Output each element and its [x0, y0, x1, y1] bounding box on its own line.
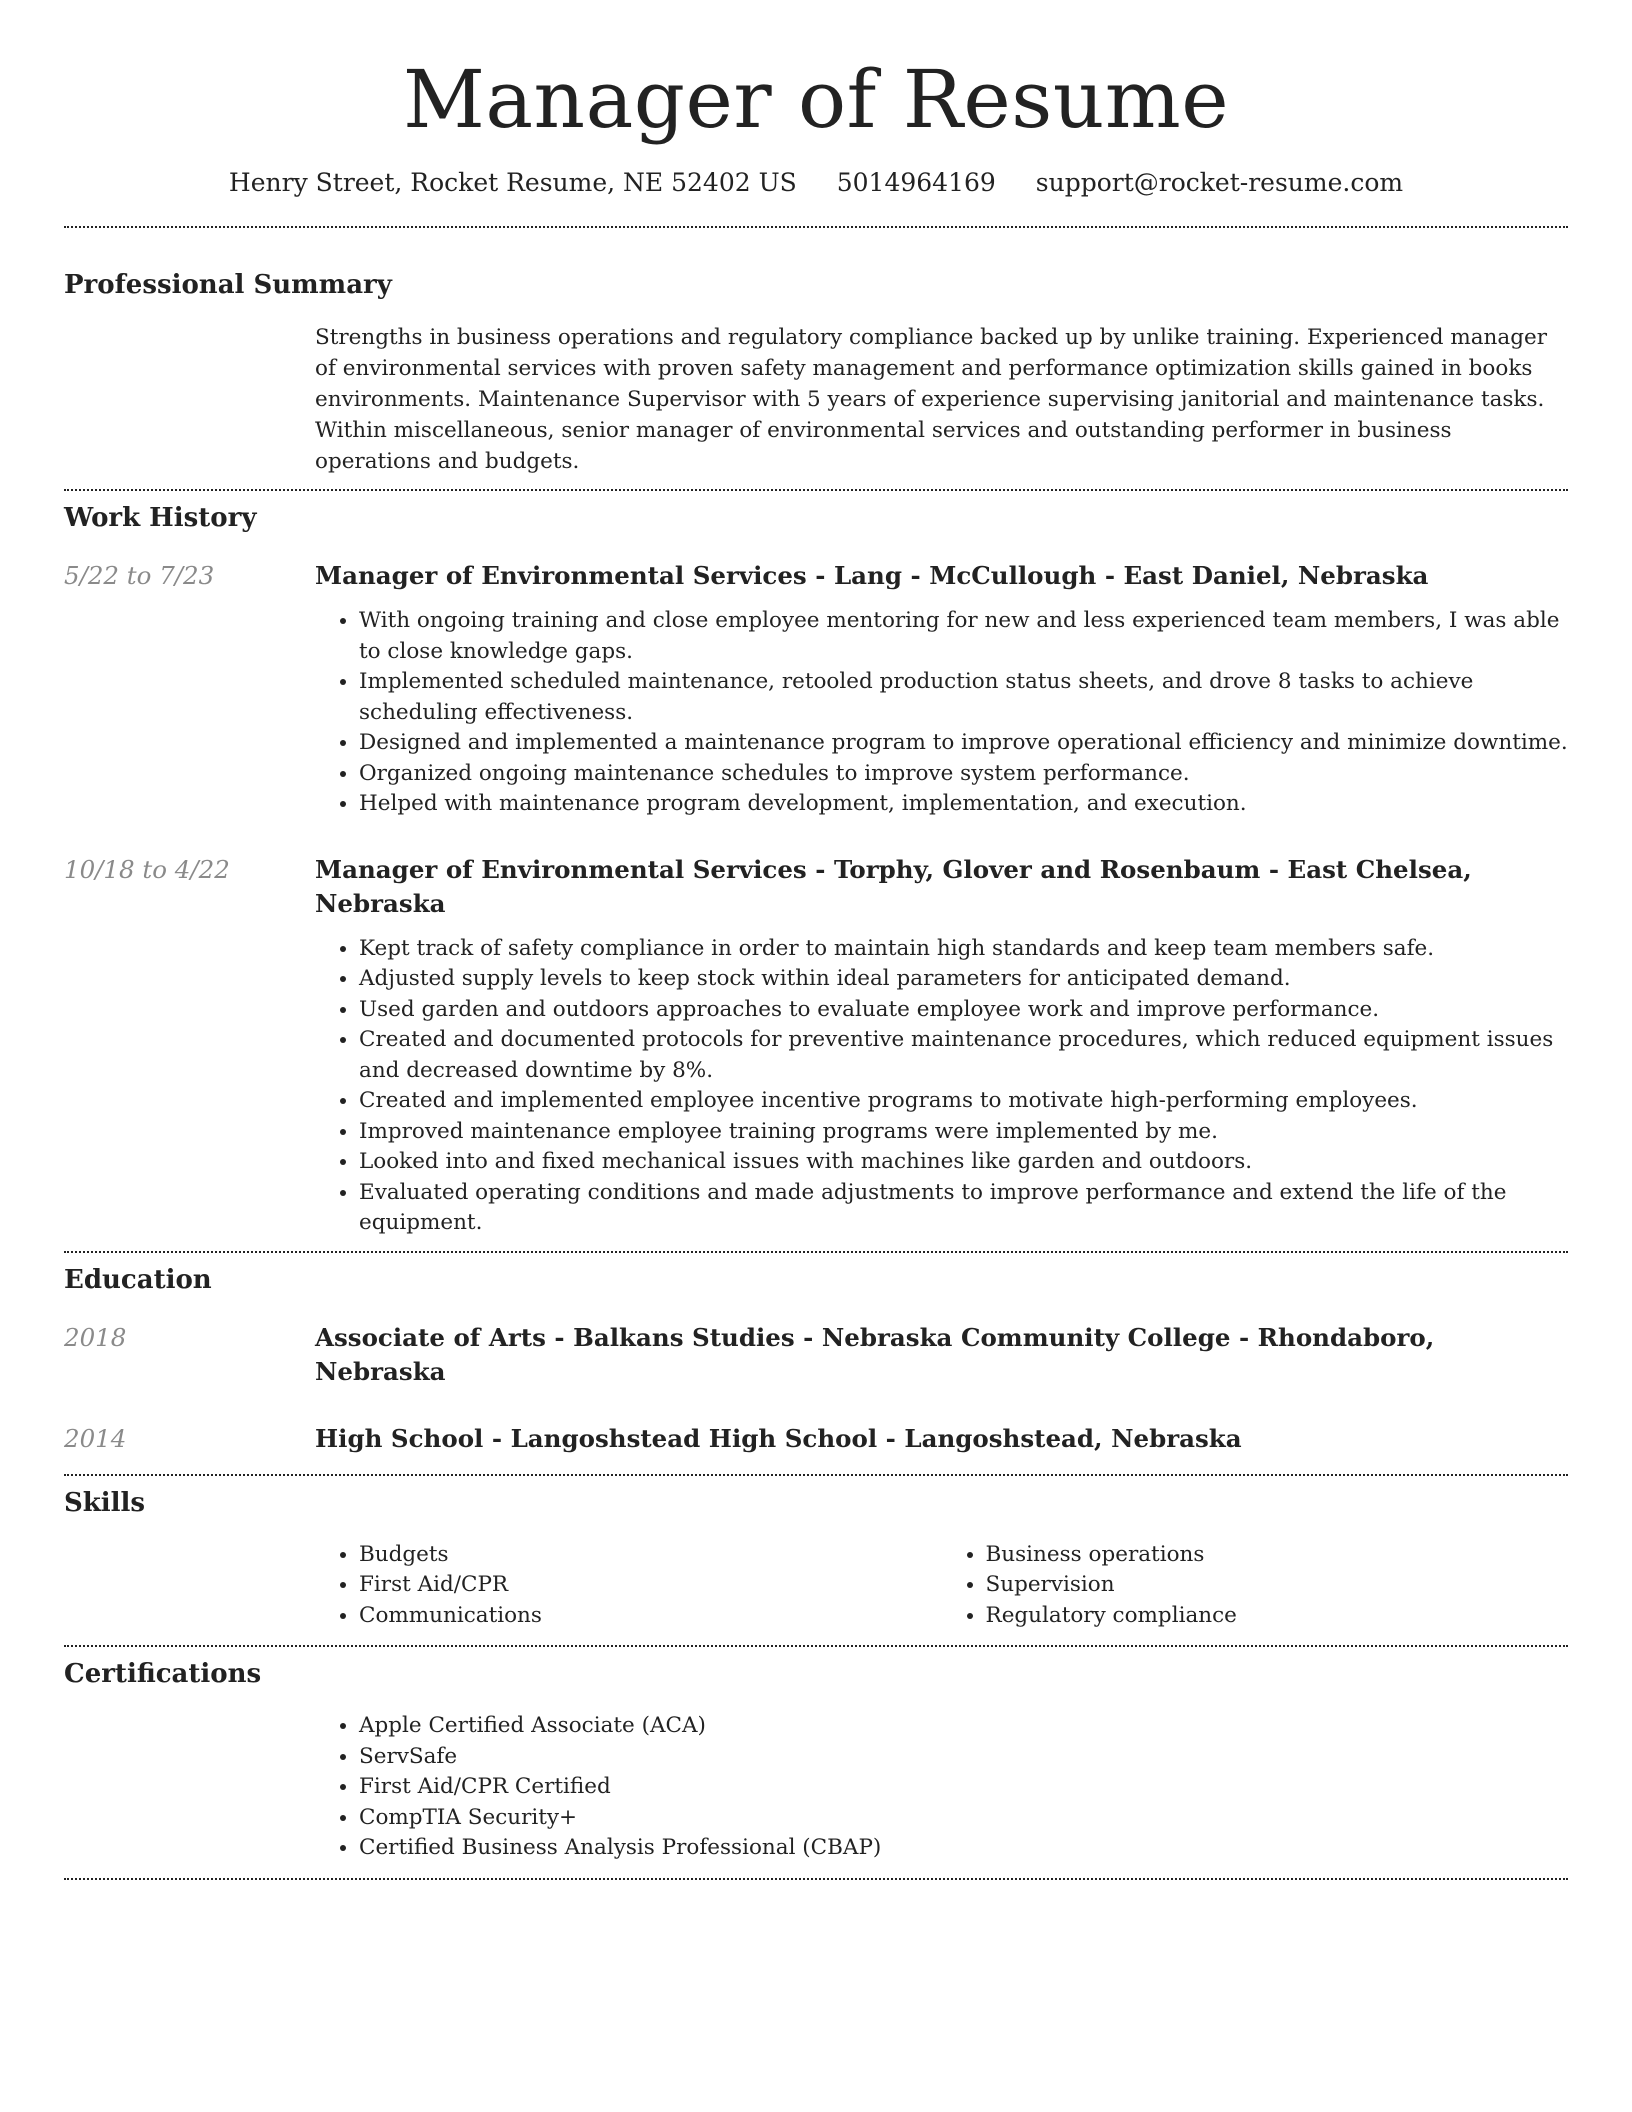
list-item: • Created and documented protocols for preventive maintenance procedures, which reduced equipment issues and decreased downtime by 8%. [359, 1025, 1568, 1086]
list-item: • Designed and implemented a maintenance program to improve operational efficiency and minimize downtime. [359, 728, 1568, 759]
list-item: • Used garden and outdoors approaches to evaluate employee work and improve performance. [359, 995, 1568, 1026]
work-history-section [64, 491, 1568, 1239]
education-date: 2018 [64, 1322, 127, 1352]
contact-email: support@rocket-resume.com [1035, 168, 1404, 197]
contact-address: Henry Street, Rocket Resume, NE 52402 US [228, 168, 797, 197]
list-item: • Apple Certified Associate (ACA) [359, 1711, 1568, 1742]
work-history-heading: Work History [64, 503, 257, 533]
skills-list-right [942, 1540, 1569, 1632]
education-date: 2014 [64, 1423, 127, 1453]
resume-name: Manager of Resume [402, 53, 1230, 146]
list-item: • First Aid/CPR [359, 1570, 942, 1601]
education-section [64, 1253, 1568, 1456]
job-bullets [315, 606, 1568, 820]
list-item: • Kept track of safety compliance in order to maintain high standards and keep team members safe. [359, 934, 1568, 965]
list-item: • Business operations [986, 1540, 1569, 1571]
list-item: • Looked into and fixed mechanical issues with machines like garden and outdoors. [359, 1147, 1568, 1178]
list-item: • Supervision [986, 1570, 1569, 1601]
education-entry [64, 1422, 1568, 1456]
contact-phone: 5014964169 [836, 168, 996, 197]
list-item: • With ongoing training and close employee mentoring for new and less experienced team members, I was able to close knowledge gaps. [359, 606, 1568, 667]
list-item: • Regulatory compliance [986, 1601, 1569, 1632]
list-item: • CompTIA Security+ [359, 1803, 1568, 1834]
education-title [315, 1321, 1568, 1389]
job-entry [64, 559, 1568, 820]
skills-section [64, 1476, 1568, 1632]
list-item: • Budgets [359, 1540, 942, 1571]
job-title: Manager of Environmental Services - Torphy, Glover and Rosenbaum - East Chelsea, Nebraska [315, 854, 1472, 918]
list-item: • ServSafe [359, 1742, 1568, 1773]
list-item: • Created and implemented employee incentive programs to motivate high-performing employees. [359, 1086, 1568, 1117]
skills-heading: Skills [64, 1487, 146, 1518]
certifications-heading: Certifications [64, 1659, 262, 1689]
job-entry [64, 853, 1568, 1239]
skills-list-left [315, 1540, 942, 1632]
education-entry [64, 1321, 1568, 1389]
job-date: 10/18 to 4/22 [64, 854, 230, 884]
summary-text: Strengths in business operations and regulatory compliance backed up by unlike training. Experienced manager of environmental services with proven safety management and performance optimization skills gained in books environments. Maintenance Supervisor with 5 years of experience supervising janitorial and maintenance tasks. Within miscellaneous, senior manager of environmental services and outstanding performer in business operations and budgets. [315, 325, 1547, 474]
education-details: - Nebraska Community College - Rhondaboro, Nebraska [315, 1322, 1435, 1386]
list-item: • Implemented scheduled maintenance, retooled production status sheets, and drove 8 tasks to achieve scheduling effectiveness. [359, 667, 1568, 728]
education-heading: Education [64, 1264, 212, 1295]
list-item: • Communications [359, 1601, 942, 1632]
resume-page [64, 0, 1568, 1880]
contact-line [64, 166, 1568, 200]
list-item: • Evaluated operating conditions and made adjustments to improve performance and extend the life of the equipment. [359, 1178, 1568, 1239]
education-title [315, 1422, 1568, 1456]
certifications-section [64, 1647, 1568, 1864]
summary-heading: Professional Summary [64, 270, 392, 300]
summary-section [64, 228, 1568, 477]
job-bullets [315, 934, 1568, 1239]
education-degree: Associate of Arts - Balkans Studies [315, 1322, 795, 1352]
education-degree: High School [315, 1423, 484, 1453]
list-item: • Organized ongoing maintenance schedules to improve system performance. [359, 759, 1568, 790]
list-item: • Helped with maintenance program development, implementation, and execution. [359, 789, 1568, 820]
divider [64, 1878, 1568, 1880]
education-details: - Langoshstead High School - Langoshstead, Nebraska [483, 1423, 1242, 1453]
job-date: 5/22 to 7/23 [64, 561, 215, 590]
list-item: • Adjusted supply levels to keep stock within ideal parameters for anticipated demand. [359, 964, 1568, 995]
certifications-list [315, 1711, 1568, 1864]
list-item: • First Aid/CPR Certified [359, 1772, 1568, 1803]
list-item: • Improved maintenance employee training programs were implemented by me. [359, 1117, 1568, 1148]
list-item: • Certified Business Analysis Professional (CBAP) [359, 1833, 1568, 1864]
job-title: Manager of Environmental Services - Lang - McCullough - East Daniel, Nebraska [315, 561, 1429, 590]
